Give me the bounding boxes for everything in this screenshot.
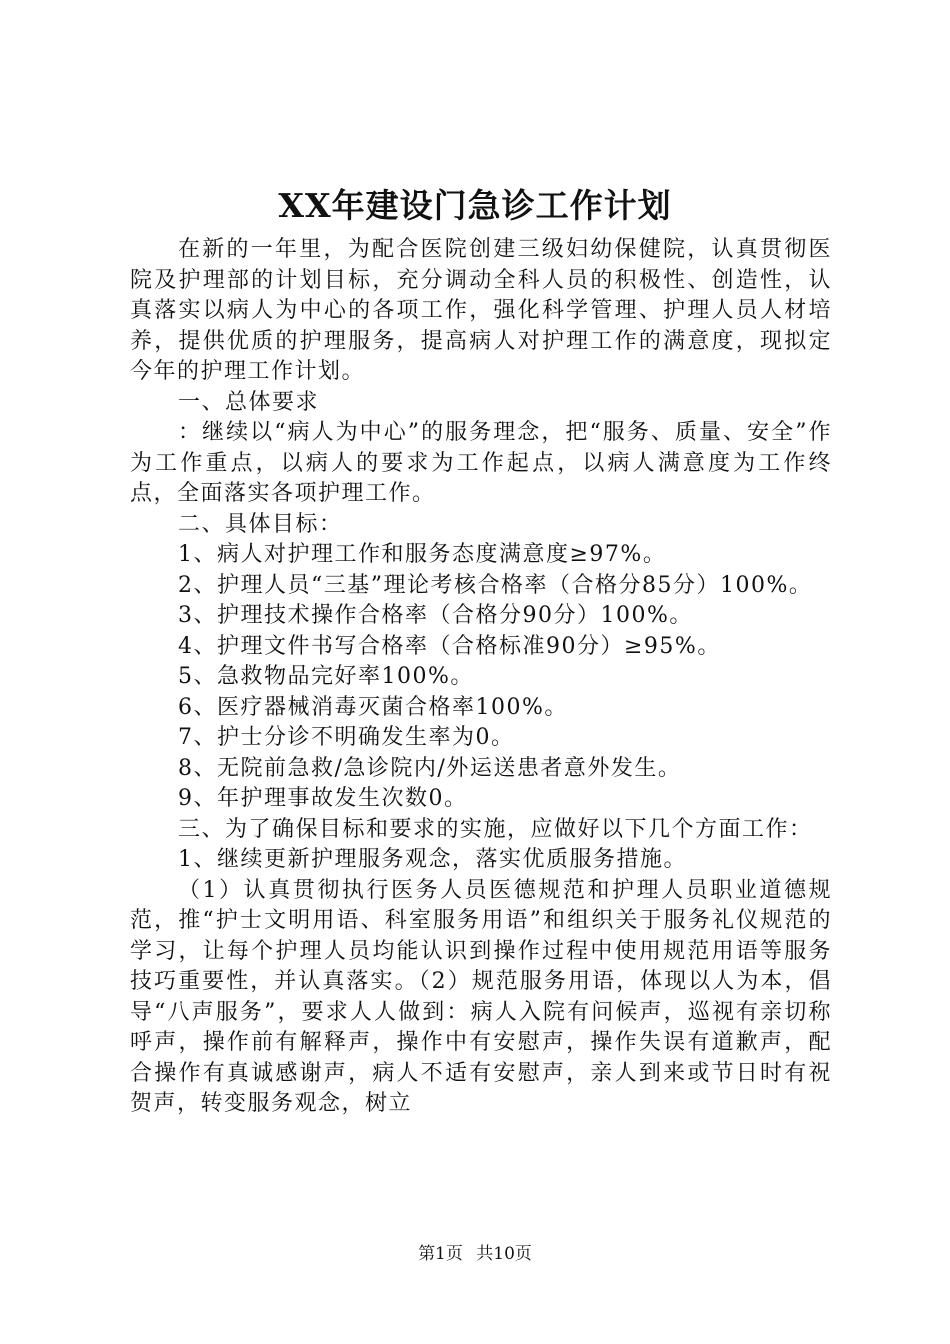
goal-item: 4、护理文件书写合格率（合格标准90分）≥95%。 bbox=[178, 633, 721, 659]
page-footer bbox=[0, 1243, 950, 1265]
page-total-label: 共10页 bbox=[476, 1244, 532, 1264]
section-heading-measures: 三、为了确保目标和要求的实施，应做好以下几个方面工作： bbox=[178, 816, 813, 842]
goal-item: 5、急救物品完好率100%。 bbox=[178, 664, 474, 689]
measure-detail-paragraph: （1）认真贯彻执行医务人员医德规范和护理人员职业道德规范，推“护士文明用语、科室服务用语”和组织关于服务礼仪规范的学习，让每个护理人员均能认识到操作过程中使用规范用语等服务技巧重要性，并认真落实。（2）规范服务用语，体现以人为本，倡导“八声服务”，要求人人做到：病人入院有问候声，巡视有亲切称呼声，操作前有解释声，操作中有安慰声，操作失误有道歉声，配合操作有真诚感谢声，病人不适有安慰声，亲人到来或节日时有祝贺声，转变服务观念，树立 bbox=[130, 877, 832, 1116]
goal-item: 1、病人对护理工作和服务态度满意度≥97%。 bbox=[178, 542, 667, 567]
goal-item: 9、年护理事故发生次数0。 bbox=[178, 786, 468, 811]
document-title: XX年建设门急诊工作计划 bbox=[278, 186, 672, 225]
document-body bbox=[130, 235, 832, 1120]
goal-item: 2、护理人员“三基”理论考核合格率（合格分85分）100%。 bbox=[178, 572, 813, 598]
page-number-label: 第1页 bbox=[418, 1244, 463, 1264]
goal-item: 7、护士分诊不明确发生率为0。 bbox=[178, 725, 515, 750]
goal-item: 8、无院前急救/急诊院内/外运送患者意外发生。 bbox=[178, 755, 682, 781]
section-heading-goals: 二、具体目标： bbox=[178, 511, 343, 537]
intro-paragraph: 在新的一年里，为配合医院创建三级妇幼保健院，认真贯彻医院及护理部的计划目标，充分调动全科人员的积极性、创造性，认真落实以病人为中心的各项工作，强化科学管理、护理人员人材培养，提供优质的护理服务，提高病人对护理工作的满意度，现拟定今年的护理工作计划。 bbox=[130, 237, 832, 384]
section-heading-general: 一、总体要求 bbox=[178, 389, 320, 415]
goal-item: 6、医疗器械消毒灭菌合格率100%。 bbox=[178, 694, 568, 720]
goal-item: 3、护理技术操作合格率（合格分90分）100%。 bbox=[178, 603, 693, 628]
measure-item: 1、继续更新护理服务观念，落实优质服务措施。 bbox=[178, 847, 687, 872]
general-requirements-paragraph: ：继续以“病人为中心”的服务理念，把“服务、质量、安全”作为工作重点，以病人的要求为工作起点，以病人满意度为工作终点，全面落实各项护理工作。 bbox=[130, 420, 832, 506]
